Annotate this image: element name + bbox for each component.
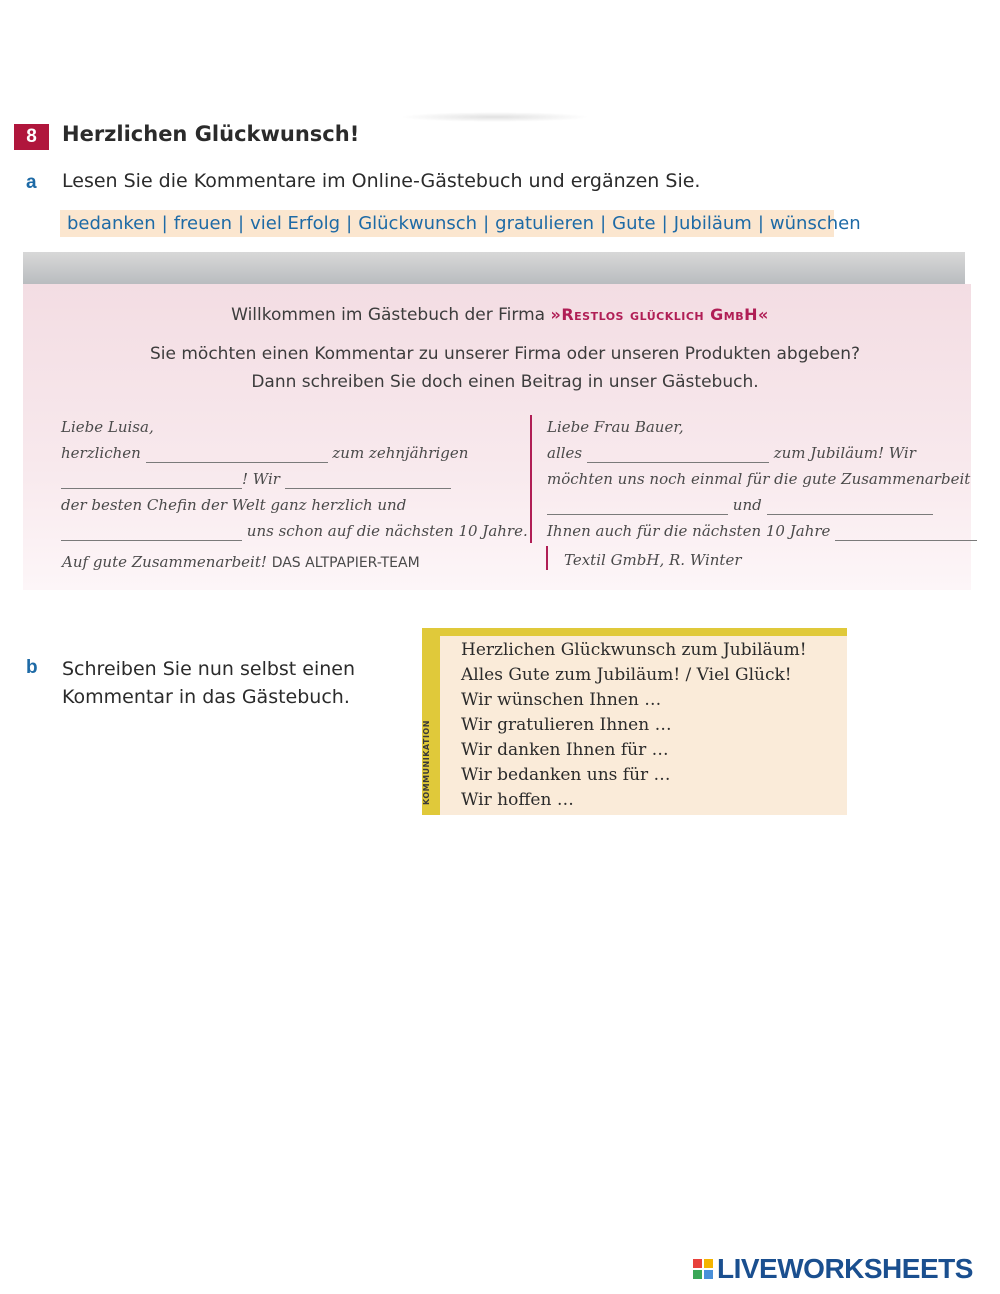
guestbook-welcome [0,305,1000,325]
word-bank-item: Gute [612,213,656,234]
right-signature: Textil GmbH, R. Winter [564,551,742,569]
left-signature-text: Auf gute Zusammenarbeit! [62,553,267,571]
left-line-2-start: herzlichen [61,444,141,462]
left-greeting: Liebe Luisa, [61,418,154,436]
company-name: »Restlos glücklich GmbH« [550,305,769,324]
right-line-4-mid: und [732,496,762,514]
exercise-number: 8 [14,124,49,150]
logo-square-green [692,1269,703,1280]
word-separator: | [661,213,668,234]
left-line-2-end: zum zehnjährigen [332,444,469,462]
kommunikation-top-bar [422,628,847,636]
blank-input-7[interactable] [767,498,933,515]
part-b-instruction [62,655,355,711]
decorative-shadow [400,112,590,122]
guestbook-question-line2: Dann schreiben Sie doch einen Beitrag in unser Gästebuch. [251,372,759,392]
guestbook-question-line1: Sie möchten einen Kommentar zu unserer Firma oder unseren Produkten abgeben? [149,344,860,364]
left-signature-team: DAS ALTPAPIER-TEAM [271,555,420,571]
word-bank-item: wünschen [769,213,861,234]
word-separator: | [483,213,490,234]
phrase-item: Wir hoffen … [461,790,574,810]
exercise-title: Herzlichen Glückwunsch! [62,122,360,146]
word-separator: | [346,213,353,234]
blank-input-3[interactable] [285,472,451,489]
right-line-2 [547,444,916,463]
word-bank-item: freuen [173,213,233,234]
logo-square-red [692,1258,703,1269]
left-line-4: der besten Chefin der Welt ganz herzlich und [61,496,407,514]
phrase-item: Wir bedanken uns für … [461,765,671,785]
phrase-item: Wir wünschen Ihnen … [461,690,662,710]
word-bank-item: Glückwunsch [358,213,478,234]
word-bank-item: bedanken [67,213,156,234]
left-line-5 [61,522,528,541]
right-greeting: Liebe Frau Bauer, [547,418,684,436]
blank-input-4[interactable] [61,524,242,541]
blank-input-6[interactable] [547,498,728,515]
part-a-instruction: Lesen Sie die Kommentare im Online-Gästebuch und ergänzen Sie. [62,170,701,192]
part-b-label: b [26,657,38,678]
logo-square-yellow [703,1258,714,1269]
left-line-2 [61,444,468,463]
right-line-2-start: alles [547,444,583,462]
right-line-5-start: Ihnen auch für die nächsten 10 Jahre [547,522,831,540]
phrase-item: Alles Gute zum Jubiläum! / Viel Glück! [461,665,792,685]
left-line-3-mid: ! Wir [242,470,280,488]
liveworksheets-logo-icon [692,1258,714,1280]
word-bank-item: viel Erfolg [250,213,341,234]
left-line-5-end: uns schon auf die nächsten 10 Jahre. [246,522,528,540]
liveworksheets-logo[interactable] [692,1254,973,1284]
word-separator: | [600,213,607,234]
phrase-item: Wir gratulieren Ihnen … [461,715,672,735]
word-separator: | [238,213,245,234]
phrase-item: Herzlichen Glückwunsch zum Jubiläum! [461,640,807,660]
right-line-5 [547,522,977,541]
right-line-2-end: zum Jubiläum! Wir [773,444,916,462]
word-bank [60,210,861,237]
right-line-3: möchten uns noch einmal für die gute Zusammenarbeit [547,470,971,488]
part-a-label: a [26,172,37,193]
blank-input-1[interactable] [146,446,328,463]
word-bank-item: gratulieren [495,213,595,234]
blank-input-5[interactable] [587,446,769,463]
logo-text: LIVEWORKSHEETS [717,1253,973,1284]
word-separator: | [757,213,764,234]
word-bank-item: Jubiläum [673,213,752,234]
part-b-instruction-line2: Kommentar in das Gästebuch. [62,686,350,708]
kommunikation-label: KOMMUNIKATION [422,720,431,806]
blank-input-8[interactable] [835,524,977,541]
word-separator: | [161,213,168,234]
right-line-4 [547,496,933,515]
guestbook-panel [23,284,971,590]
comment-divider [530,415,532,543]
left-line-3 [61,470,451,489]
part-b-instruction-line1: Schreiben Sie nun selbst einen [62,658,356,680]
signature-divider [546,546,548,570]
logo-square-blue [703,1269,714,1280]
left-signature [62,553,420,571]
phrase-list [461,638,807,813]
guestbook-header-bar [23,252,965,284]
blank-input-2[interactable] [61,472,242,489]
phrase-item: Wir danken Ihnen für … [461,740,669,760]
welcome-text: Willkommen im Gästebuch der Firma [231,305,546,325]
